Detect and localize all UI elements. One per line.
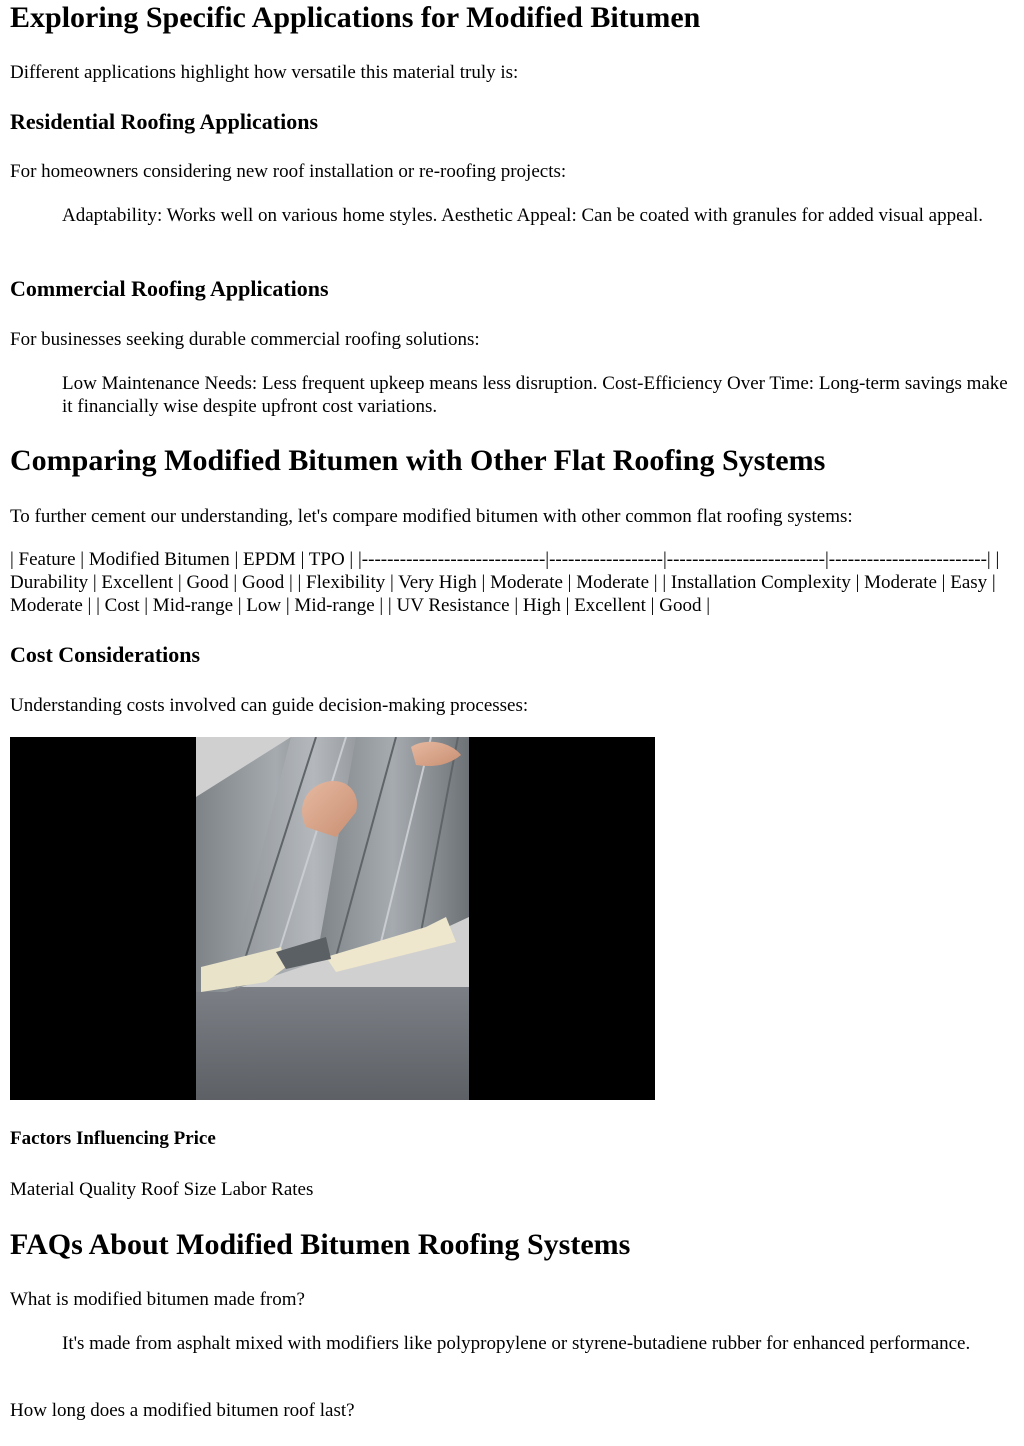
comparison-intro: To further cement our understanding, let's compare modified bitumen with other common flat roofing systems: [10,506,853,527]
residential-quote: Adaptability: Works well on various home styles. Aesthetic Appeal: Can be coated with granules for added visual appeal. [62,205,983,226]
applications-heading: Exploring Specific Applications for Modified Bitumen [10,1,701,34]
commercial-intro: For businesses seeking durable commercial roofing solutions: [10,329,480,350]
residential-intro: For homeowners considering new roof installation or re-roofing projects: [10,161,567,182]
faq-answer-1: It's made from asphalt mixed with modifiers like polypropylene or styrene-butadiene rubber for enhanced performance. [62,1333,971,1354]
residential-heading: Residential Roofing Applications [10,109,319,134]
factors-text: Material Quality Roof Size Labor Rates [10,1179,314,1200]
applications-heading-block [10,0,1014,36]
roofing-panel-photo-frame [196,737,469,1100]
commercial-quote: Low Maintenance Needs: Less frequent upkeep means less disruption. Cost-Efficiency Over Time: Long-term savings make it financially wise despite upfront cost variations. [62,373,1008,417]
comparison-table-text: | Feature | Modified Bitumen | EPDM | TPO | |-----------------------------|------------------|-------------------------|-------------------------| | Durability | Excellent | Good | Good | | Flexibility | Very High | Moderate | Moderate | | Installation Complexity | Moderate | Easy | Moderate | | Cost | Mid-range | Low | Mid-range | | UV Resistance | High | Excellent | Good | [10,549,1000,616]
comparison-heading: Comparing Modified Bitumen with Other Flat Roofing Systems [10,444,826,477]
commercial-heading: Commercial Roofing Applications [10,276,329,301]
roofing-panel-photo [10,737,655,1100]
factors-heading: Factors Influencing Price [10,1128,216,1149]
cost-heading: Cost Considerations [10,642,201,667]
faq-question-1: What is modified bitumen made from? [10,1289,305,1310]
roofing-panel-illustration [196,737,469,1100]
faq-question-2: How long does a modified bitumen roof last? [10,1400,355,1421]
cost-intro: Understanding costs involved can guide decision-making processes: [10,695,529,716]
applications-intro: Different applications highlight how versatile this material truly is: [10,62,519,83]
faqs-heading: FAQs About Modified Bitumen Roofing Systems [10,1228,631,1261]
